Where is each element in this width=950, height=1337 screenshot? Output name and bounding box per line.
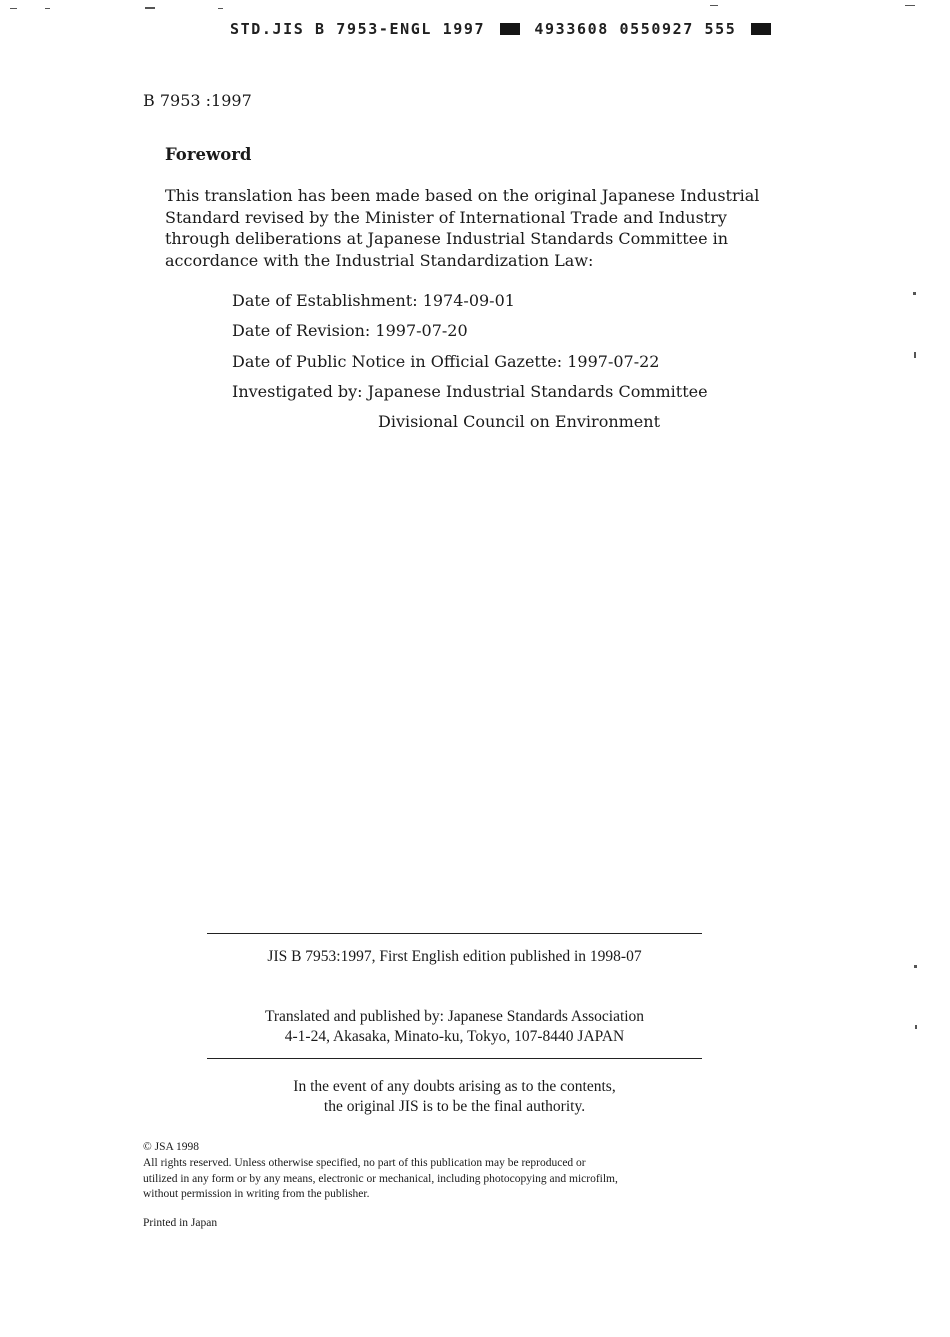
scan-speck	[10, 8, 17, 9]
scan-speck	[45, 8, 50, 9]
stamp-block-mark	[751, 23, 771, 35]
scan-speck	[914, 352, 916, 358]
stamp-right-text: 4933608 0550927 555	[534, 20, 737, 38]
copyright-notice: © JSA 1998	[143, 1141, 200, 1153]
divider-rule	[207, 1058, 702, 1059]
scan-speck	[710, 5, 718, 6]
divider-rule	[207, 933, 702, 934]
scan-speck	[913, 292, 916, 295]
document-number: B 7953 :1997	[143, 91, 252, 110]
date-of-revision: Date of Revision: 1997-07-20	[232, 321, 468, 340]
publisher-address: 4-1-24, Akasaka, Minato-ku, Tokyo, 107-8440 JAPAN	[284, 1028, 625, 1045]
rights-line: utilized in any form or by any means, electronic or mechanical, including photocopying and microfilm,	[143, 1172, 618, 1185]
paragraph-line: accordance with the Industrial Standardization Law:	[165, 250, 594, 270]
date-of-public-notice: Date of Public Notice in Official Gazette: 1997-07-22	[232, 352, 660, 371]
investigated-by-council: Divisional Council on Environment	[378, 412, 660, 431]
scan-speck	[915, 1025, 917, 1029]
rights-line: without permission in writing from the publisher.	[143, 1188, 370, 1200]
authority-notice-line: In the event of any doubts arising as to the contents,	[293, 1078, 616, 1095]
scan-speck	[914, 965, 917, 968]
scan-speck	[905, 5, 915, 6]
document-stamp	[230, 20, 775, 38]
printed-in: Printed in Japan	[143, 1217, 218, 1229]
stamp-block-mark	[500, 23, 520, 35]
foreword-paragraph	[165, 185, 785, 271]
rights-line: All rights reserved. Unless otherwise specified, no part of this publication may be reproduced or	[143, 1157, 586, 1169]
scan-speck	[145, 7, 155, 9]
rights-statement	[143, 1156, 783, 1203]
paragraph-line: This translation has been made based on the original Japanese Industrial	[165, 186, 760, 205]
authority-notice-line: the original JIS is to be the final authority.	[323, 1098, 586, 1115]
paragraph-line: through deliberations at Japanese Industrial Standards Committee in	[165, 229, 729, 248]
foreword-heading: Foreword	[165, 145, 252, 164]
date-of-establishment: Date of Establishment: 1974-09-01	[232, 291, 515, 310]
investigated-by: Investigated by: Japanese Industrial Standards Committee	[232, 382, 708, 401]
publisher-line: Translated and published by: Japanese Standards Association	[264, 1008, 645, 1025]
paragraph-line: Standard revised by the Minister of International Trade and Industry	[165, 207, 727, 227]
scan-speck	[218, 8, 223, 9]
stamp-left-text: STD.JIS B 7953-ENGL 1997	[230, 20, 486, 38]
edition-statement: JIS B 7953:1997, First English edition published in 1998-07	[267, 948, 642, 965]
